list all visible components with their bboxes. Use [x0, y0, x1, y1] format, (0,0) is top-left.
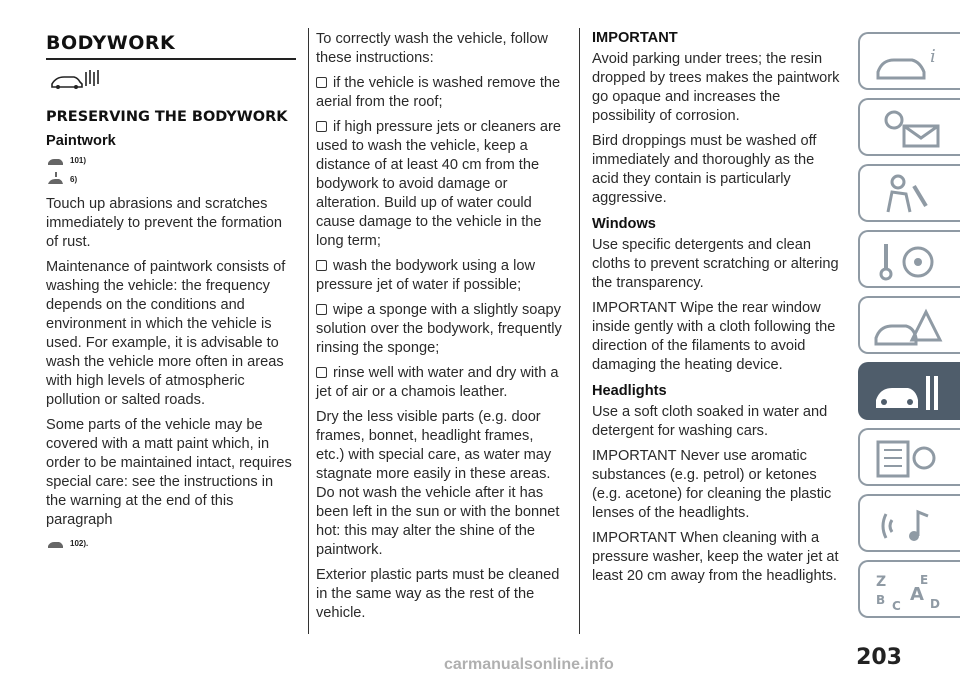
svg-text:A: A: [910, 584, 924, 605]
heading-headlights: Headlights: [592, 383, 667, 399]
checkbox-bullet-icon: [316, 304, 327, 315]
specifications-icon: [870, 436, 950, 480]
bullet-text: if the vehicle is washed remove the aerial from the roof;: [316, 75, 561, 110]
svg-text:C: C: [892, 599, 901, 612]
column-divider-2: [579, 28, 580, 634]
tab-emergency[interactable]: [858, 296, 960, 354]
bullet-text: wash the bodywork using a low pressure jet of water if possible;: [316, 258, 535, 293]
checkbox-bullet-icon: [316, 77, 327, 88]
tab-index[interactable]: [858, 560, 960, 618]
list-item: [316, 74, 564, 112]
ref-6-label: 6): [70, 174, 78, 184]
checkbox-bullet-icon: [316, 121, 327, 132]
paragraph-plastic: Exterior plastic parts must be cleaned in the same way as the rest of the vehicle.: [316, 567, 560, 621]
svg-text:Z: Z: [876, 574, 887, 590]
paragraph-matt-paint: Some parts of the vehicle may be covered with a matt paint which, in order to be maintained intact, requires special care: see the instructions in the warning at the end of this paragraph: [46, 417, 292, 528]
tab-servicing-care[interactable]: [858, 362, 960, 420]
list-item: [316, 301, 564, 358]
paragraph-rear-window: IMPORTANT Wipe the rear window inside gently with a cloth following the direction of the filaments to avoid damaging the heating device.: [592, 300, 836, 373]
ref-101-label: 101): [70, 155, 87, 165]
multimedia-icon: [870, 502, 950, 546]
svg-text:B: B: [876, 593, 886, 607]
paragraph-trees: Avoid parking under trees; the resin dropped by trees makes the paintwork go opaque and increases the possibility of corrosion.: [592, 51, 840, 124]
list-item: [316, 118, 564, 251]
svg-text:D: D: [930, 597, 940, 611]
sub-title: PRESERVING THE BODYWORK: [46, 109, 288, 125]
paragraph-pressure-washer: IMPORTANT When cleaning with a pressure washer, keep the water jet at least 20 cm away from the headlights.: [592, 530, 839, 584]
checkbox-bullet-icon: [316, 367, 327, 378]
bullet-text: wipe a sponge with a slightly soapy solution over the bodywork, frequently rinsing the sponge;: [316, 302, 562, 356]
list-item: [316, 364, 564, 402]
paragraph-aromatic: IMPORTANT Never use aromatic substances (e.g. petrol) or ketones (e.g. acetone) for cleaning the plastic lenses of the headlights.: [592, 448, 832, 521]
paragraph-touch-up: Touch up abrasions and scratches immediately to prevent the formation of rust.: [46, 196, 283, 250]
paragraph-birds: Bird droppings must be washed off immediately and thoroughly as the acid they contain is particularly aggressive.: [592, 133, 817, 206]
warning-lights-icon: [870, 106, 950, 150]
car-service-icon: [870, 370, 950, 414]
index-icon: [870, 568, 950, 612]
paragraph-dry: Dry the less visible parts (e.g. door frames, bonnet, headlight frames, etc.) with special care, as water may stagnate more easily in these areas. Do not wash the vehicle after it has been left in the sun or with the bonnet hot: this may alter the shine of the paintwork.: [316, 409, 560, 558]
tab-warning-lights[interactable]: [858, 98, 960, 156]
car-wash-icon: [48, 68, 296, 95]
paragraph-windows: Use specific detergents and clean cloths to prevent scratching or altering the transparency.: [592, 237, 839, 291]
tab-technical-data[interactable]: [858, 428, 960, 486]
column-1: [46, 30, 296, 552]
column-divider-1: [308, 28, 309, 634]
airbag-seat-icon: [870, 172, 950, 216]
heading-important: IMPORTANT: [592, 30, 678, 46]
list-item: [316, 257, 564, 295]
tab-knowing-vehicle[interactable]: [858, 32, 960, 90]
svg-text:i: i: [930, 46, 936, 67]
checkbox-bullet-icon: [316, 260, 327, 271]
car-info-icon: [870, 40, 950, 84]
bullet-text: rinse well with water and dry with a jet of air or a chamois leather.: [316, 365, 559, 400]
tab-safety[interactable]: [858, 164, 960, 222]
ref-102-label: 102).: [70, 538, 89, 548]
page-number: 203: [856, 645, 902, 670]
heading-paintwork: Paintwork: [46, 133, 116, 149]
warning-car-icon: [46, 536, 66, 550]
tab-starting-driving[interactable]: [858, 230, 960, 288]
svg-text:E: E: [920, 573, 929, 587]
heading-windows: Windows: [592, 216, 656, 232]
chapter-sidebar: [852, 32, 960, 626]
attention-icon: [46, 171, 66, 187]
emergency-car-icon: [870, 304, 950, 348]
warning-car-icon: [46, 153, 66, 167]
section-title: BODYWORK: [46, 32, 296, 60]
paragraph-maintenance: Maintenance of paintwork consists of washing the vehicle: the frequency depends on the conditions and environment in which the vehicle is used. For example, it is advisable to wash the vehicle more often in areas with high levels of atmospheric pollution or salted roads.: [46, 259, 286, 408]
tab-multimedia[interactable]: [858, 494, 960, 552]
key-steering-icon: [870, 238, 950, 282]
column-2: [316, 30, 564, 629]
bullet-text: if high pressure jets or cleaners are used to wash the vehicle, keep a distance of at least 40 cm from the bodywork to avoid damage or alteration. Build up of water could cause damage to the vehicle in the long term;: [316, 119, 561, 249]
ref-6: [46, 171, 296, 187]
column-3: [592, 30, 842, 592]
ref-101: [46, 153, 296, 167]
paragraph-headlights: Use a soft cloth soaked in water and detergent for washing cars.: [592, 404, 828, 439]
paragraph-intro: To correctly wash the vehicle, follow these instructions:: [316, 31, 548, 66]
ref-102: [46, 536, 296, 550]
watermark: carmanualsonline.info: [444, 656, 614, 673]
